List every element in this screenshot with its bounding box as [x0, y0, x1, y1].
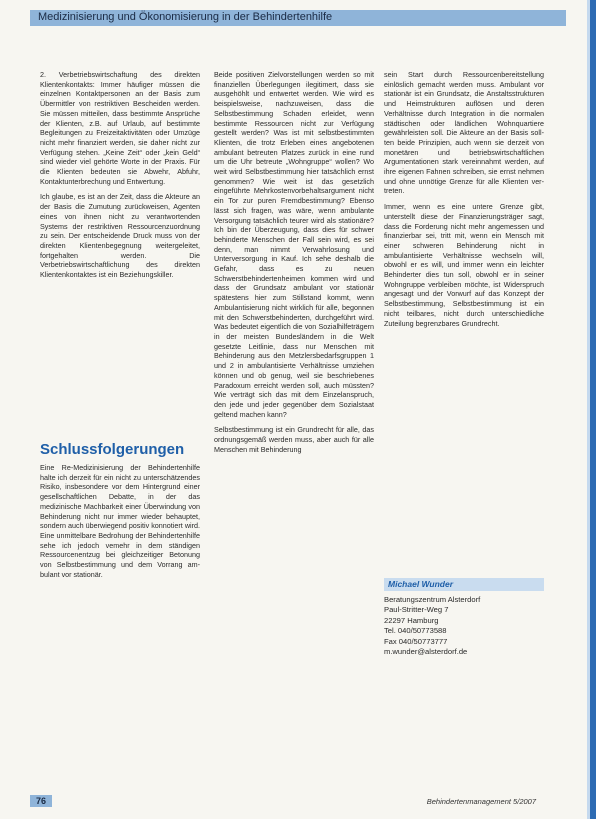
column-middle [214, 70, 374, 460]
author-name: Michael Wunder [384, 578, 544, 591]
contact-fax: Fax 040/50773777 [384, 636, 448, 646]
column-left [40, 70, 200, 286]
running-head-title: Medizinisierung und Ökonomisierung in der Behindertenhilfe [38, 11, 333, 23]
paragraph: Immer, wenn es eine untere Grenze gibt, unterstellt diese der Finanzierungsträger sagt, dass die Forderung nicht mehr angemessen und finanzierbar sei, tritt mit, wenn ein Mensch mit einer schweren Behinderung nicht in ambulantisierte Verhältnisse wechseln will, obwohl er es will, und immer wenn ein leichter Behinderter dies tun soll, obwohl er in seiner Wohngruppe verbleiben möchte, ist Widerspruch angesagt und der Vorwurf auf das Konzept der Selbstbestimmung, Selbstbestimmung ist ein nicht teilbares, nicht durch unterschiedliche Zuteilung begrenzbares Grundrecht. [384, 202, 544, 328]
paragraph: 2. Verbetriebswirtschaftung des direkten Klientenkontakts: Immer häufiger müssen die einzelnen Kontaktpersonen an der Basis zum Übermittler von restriktiven Bescheiden werden. Sie müssen mitteilen, dass bestimmte Ansprüche der Klienten, z.B. auf Urlaub, auf bestimmte Begleitungen zu Freizeitaktivitäten oder Umzüge nicht mehr finanziert werden, sie daher nicht zur Verfügung stehen. „Keine Zeit“ oder „kein Geld“ sind wieder viel gehörte Worte in der Praxis. Für die Klienten bedeuten sie Abwehr, Abfuhr, Kontaktunterbrechung und Entwertung. [40, 70, 200, 186]
column-right [384, 70, 544, 334]
paragraph: sein Start durch Ressourcenbereitstellung einlöslich gemacht werden muss. Ambulant vor stationär ist ein Grundsatz, die Anstaltsstrukturen und Heimstrukturen auflösen und deren Verhältnisse durch Integration in die normalen städtischen oder ländlichen Wohnquartiere gewährleisten soll. Die Akteure an der Basis sollten beide Prinzipien, auch wenn sie derzeit von monetären und betriebswirtschaftlichen Argumentationen stark vereinnahmt werden, auf ihre eigenen Fahnen schreiben, sie ernst nehmen und ohne unnötige Grenze für alle Klienten vertreten. [384, 70, 544, 196]
journal-footer: Behindertenmanagement 5/2007 [426, 797, 536, 806]
paragraph: Beide positiven Zielvorstellungen werden so mit finanziellen Überlegungen ilegitimert, dass sie ausgehöhlt und entwertet werden. Wie wird es beispielsweise, nachzuweisen, dass die Selbstbestimmung Schaden erleidet, wenn bestimmte Ressourcen nicht zur Verfügung gestellt werden? Was ist mit selbstbestimmten Klienten, die trotz Erleben eines angebotenen ambulant betreuten Platzes zurück in eine rund um die Uhr betreute „Wohngruppe“ wollen? Wo weit wird Selbstbestimmung hier tatsächlich ernst genommen? Wie weit ist das gesetzlich eingeführte Mehrkostenvorbehaltsargument nicht ein Tor zur puren Fremdbestimmung? Ebenso lässt sich fragen, was wäre, wenn ambulante Versorgung tatsächlich teurer wird als stationäre? Ich bin der Überzeugung, dass dies für schwer behinderte Menschen der Fall sein wird, es sei denn, man nimmt Verwahrlosung und Unterversorgung in Kauf. Ich sehe deshalb die Gefahr, dass es zu neuen Schwerstbehindertenheimen kommen wird und dass der Grundsatz ambulant vor stationär spätestens hier zum Stillstand kommt, wenn Ambulantisierung nicht wirklich für alle, begonnen mit den Schwerstbehinderten, durchgeführt wird. Was bedeutet eigentlich die von Sozialhilfeträgern in der meisten Bundesländern in die Welt gesetzte Leitlinie, dass nur Menschen mit Behinderung aus den Metzlersbedarfsgruppen 1 und 2 in ambulantisierte Verhältnisse umziehen können und ob genug, weil sie beschriebenes Paradoxum erreicht werden soll, auch müssten? Wie verträgt sich das mit dem Einzelanspruch, den jede und jeder gegenüber dem Sozialstaat geltend machen kann? [214, 70, 374, 419]
paragraph: Eine Re-Medizinisierung der Behindertenhilfe halte ich derzeit für ein nicht zu unterschätzendes Risiko, insbesondere vor dem Hintergrund einer gesellschaftlichen Debatte, in der das medizinische Machbarkeit einer Überwindung von Behinderung nicht nur immer wieder behauptet, sondern auch überwiegend positiv konnotiert wird. Eine unmittelbare Bedrohung der Behindertenhilfe sehe ich jedoch vemehr in dem ständigen Ressourcenentzug bei gleichzeitiger Betonung von Selbstbestimmung und dem Vorrang ambulant vor stationär. [40, 463, 200, 579]
author-contact-box [384, 578, 544, 658]
contact-city: 22297 Hamburg [384, 615, 439, 625]
contact-organization: Beratungszentrum Alsterdorf [384, 594, 481, 604]
contact-email[interactable]: m.wunder@alsterdorf.de [384, 647, 468, 656]
contact-phone: Tel. 040/50773588 [384, 626, 447, 635]
column-left-lower [40, 463, 200, 579]
section-heading: Schlussfolgerungen [40, 441, 185, 458]
page-edge-stripe [590, 0, 596, 819]
paragraph: Selbstbestimmung ist ein Grundrecht für alle, das ordnungsgemäß werden muss, aber auch für alle Menschen mit Behinderung [214, 425, 374, 454]
contact-street: Paul-Stritter-Weg 7 [384, 605, 449, 614]
paragraph: Ich glaube, es ist an der Zeit, dass die Akteure an der Basis die Zumutung zurückweisen, Agenten eines von ihnen nicht zu verantwortenden Systems der restriktiven Ressourcenzuordnung zu sein. Der entscheidende Druck muss von der direkten Klientenbegegnung weitergeleitet, fortgehalten werden. Die Verbetriebswirtschaftlichung des direkten Klientenkontaktes ist ein Beziehungskiller. [40, 192, 200, 280]
page-number: 76 [30, 795, 52, 807]
